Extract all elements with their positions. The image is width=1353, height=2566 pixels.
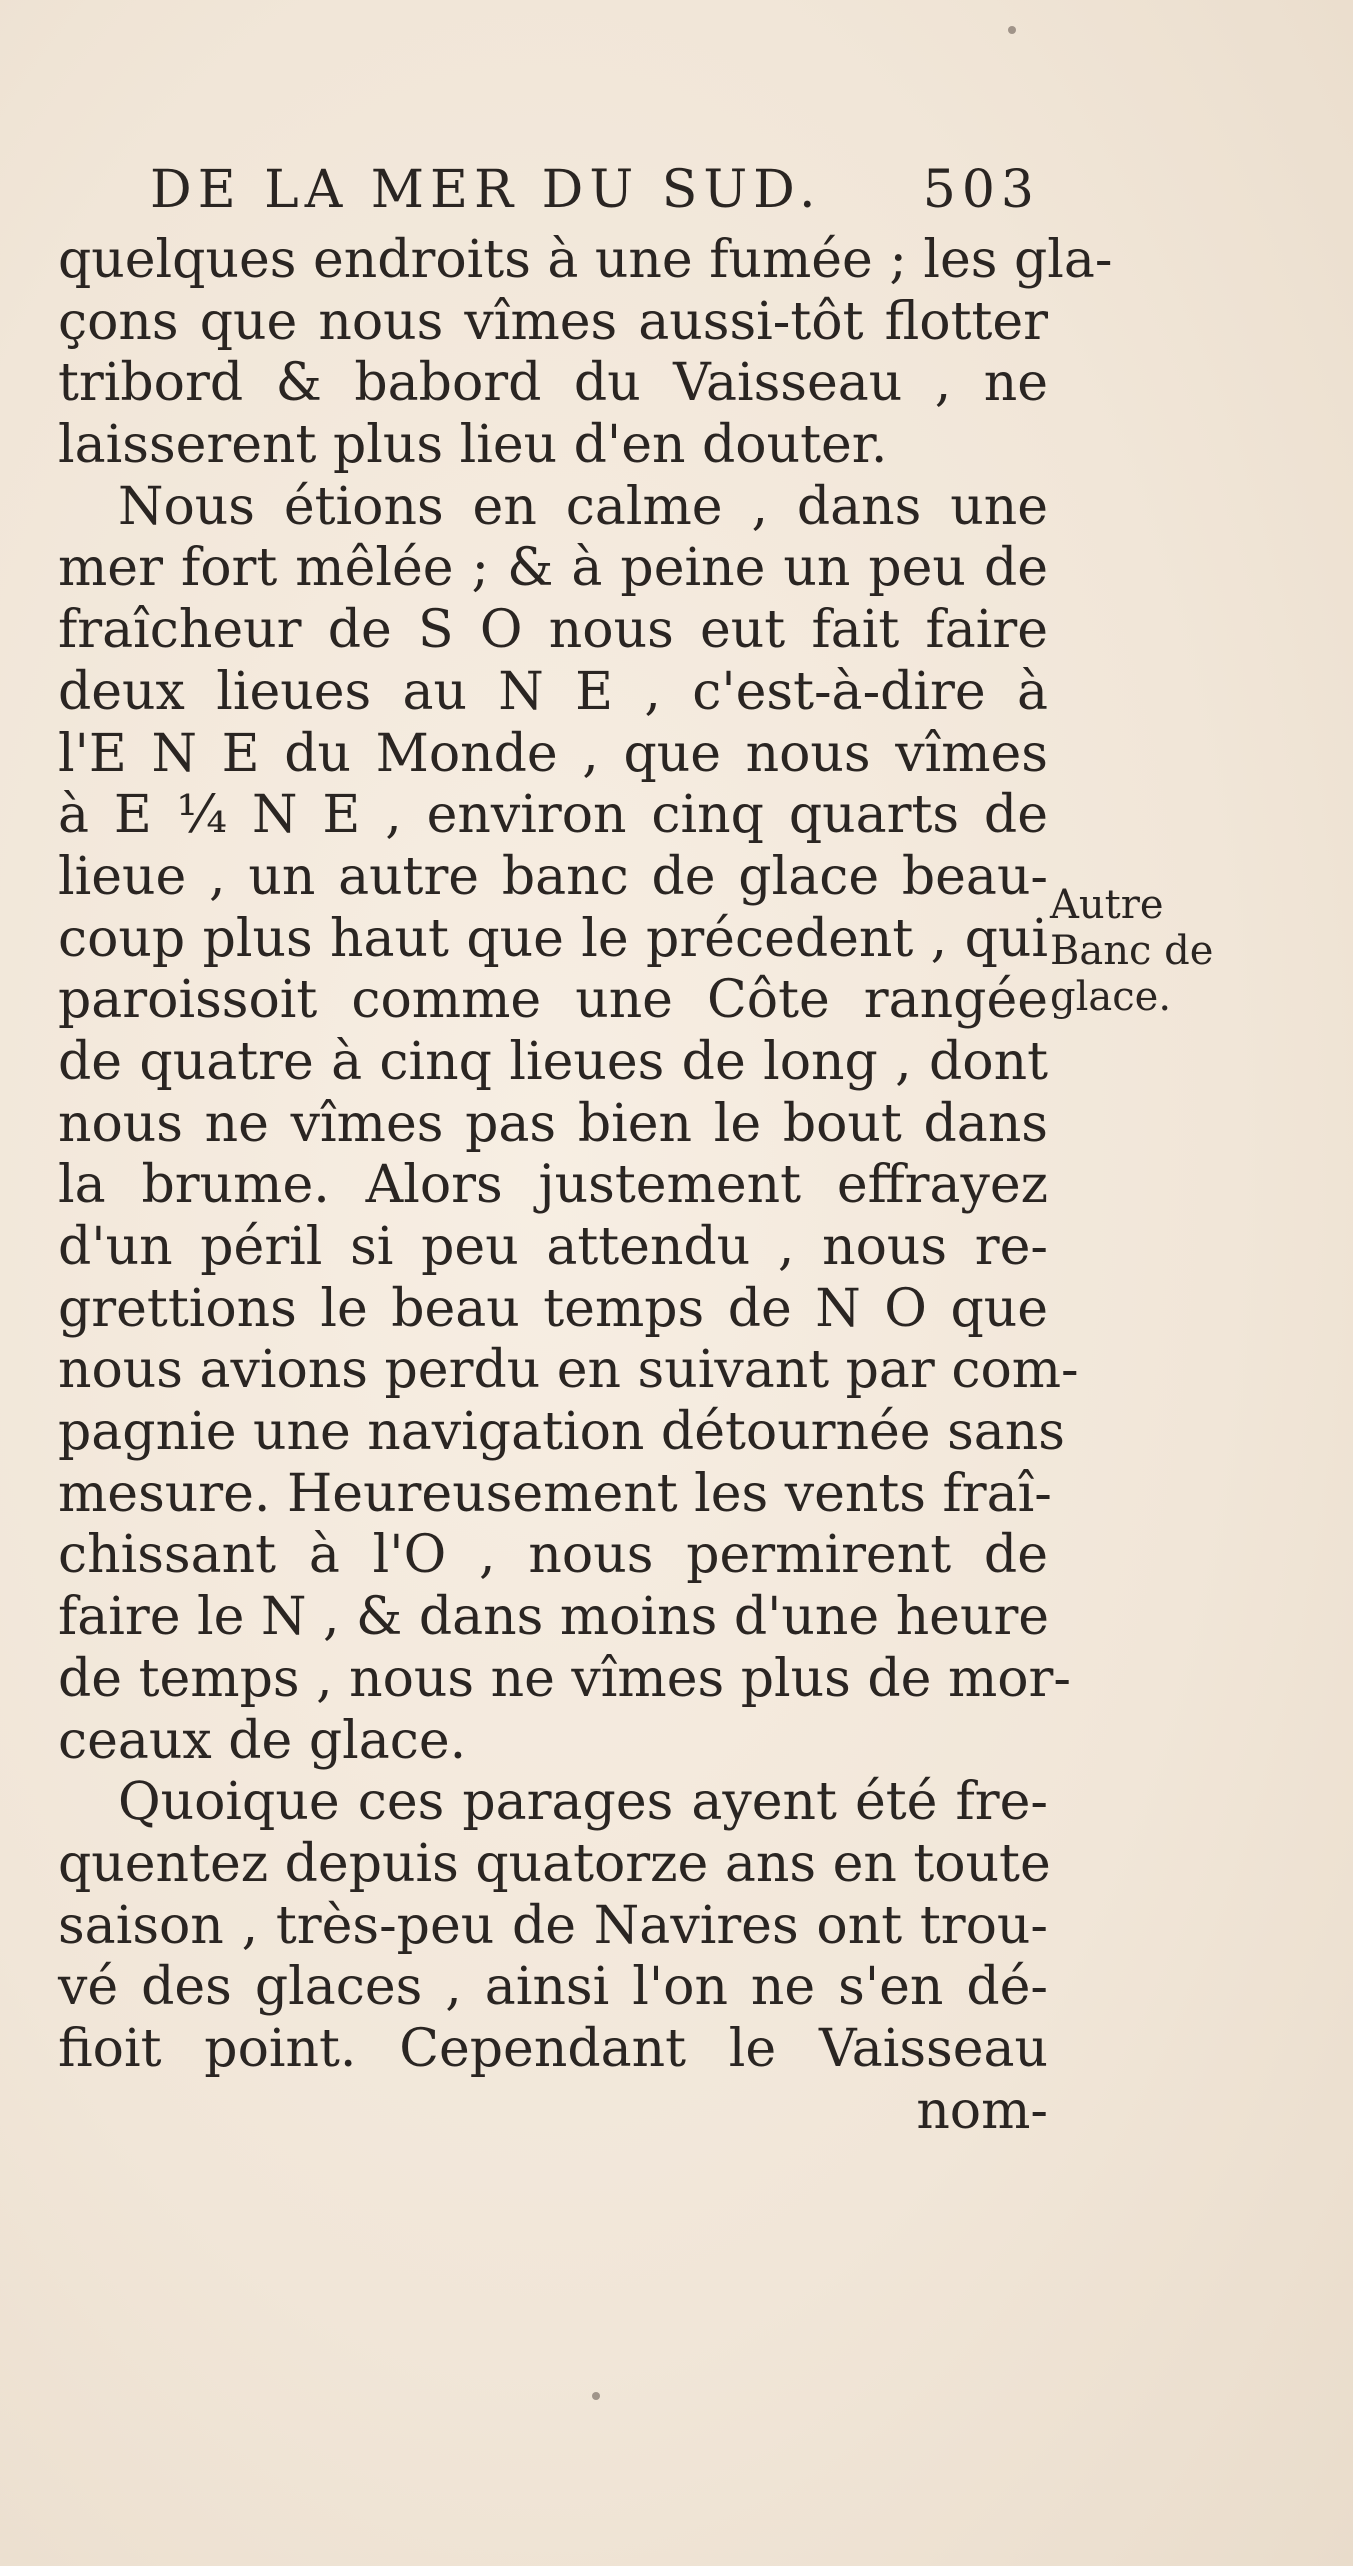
text-line: saison , très-peu de Navires ont trou- [58, 1895, 1048, 1956]
margin-note-line: glace. [1050, 974, 1172, 1020]
body-text [58, 230, 1113, 2142]
text-line: lieue , un autre banc de glace beau- [58, 846, 1048, 907]
text-line: la brume. Alors justement effrayez [58, 1155, 1048, 1216]
text-line: tribord & babord du Vaisseau , ne [58, 353, 1048, 414]
text-line: paroissoit comme une Côte rangée [58, 970, 1048, 1031]
text-line: pagnie une navigation détournée sans [58, 1402, 1065, 1463]
catchword: nom- [916, 2080, 1048, 2141]
text-line: à E ¼ N E , environ cinq quarts de [58, 785, 1048, 846]
page-number: 503 [922, 160, 1040, 220]
text-line: de quatre à cinq lieues de long , dont [58, 1031, 1048, 1092]
text-line: coup plus haut que le précedent , qui [58, 908, 1048, 969]
text-line: quelques endroits à une fumée ; les gla- [58, 230, 1113, 290]
text-line: nous ne vîmes pas bien le bout dans [58, 1093, 1048, 1154]
text-line: vé des glaces , ainsi l'on ne s'en dé- [58, 1957, 1048, 2018]
text-line: l'E N E du Monde , que nous vîmes [58, 723, 1048, 784]
text-line: deux lieues au N E , c'est-à-dire à [58, 661, 1048, 722]
text-line: grettions le beau temps de N O que [58, 1278, 1048, 1339]
paper-speck [1008, 26, 1016, 34]
paper-speck [592, 2392, 600, 2400]
margin-note-line: Banc de [1050, 928, 1214, 974]
running-title: DE LA MER DU SUD. [150, 160, 822, 220]
text-line: nous avions perdu en suivant par com- [58, 1340, 1079, 1401]
margin-note [1050, 882, 1230, 1020]
text-line: chissant à l'O , nous permirent de [58, 1525, 1048, 1586]
text-line: laisserent plus lieu d'en douter. [58, 415, 888, 476]
text-line: fioit point. Cependant le Vaisseau [58, 2018, 1048, 2079]
page-header [150, 160, 1040, 220]
text-line: faire le N , & dans moins d'une heure [58, 1587, 1050, 1648]
text-line: fraîcheur de S O nous eut fait faire [58, 600, 1048, 661]
text-line: çons que nous vîmes aussi-tôt flotter [58, 291, 1048, 352]
text-line: mer fort mêlée ; & à peine un peu de [58, 538, 1048, 599]
text-line: quentez depuis quatorze ans en toute [58, 1833, 1051, 1894]
text-line: de temps , nous ne vîmes plus de mor- [58, 1648, 1071, 1709]
text-line: Nous étions en calme , dans une [118, 476, 1048, 537]
text-line: ceaux de glace. [58, 1710, 467, 1771]
margin-note-line: Autre [1050, 882, 1164, 928]
text-line: mesure. Heureusement les vents fraî- [58, 1463, 1052, 1524]
text-line: d'un péril si peu attendu , nous re- [58, 1217, 1048, 1277]
text-line: Quoique ces parages ayent été fre- [118, 1772, 1048, 1833]
